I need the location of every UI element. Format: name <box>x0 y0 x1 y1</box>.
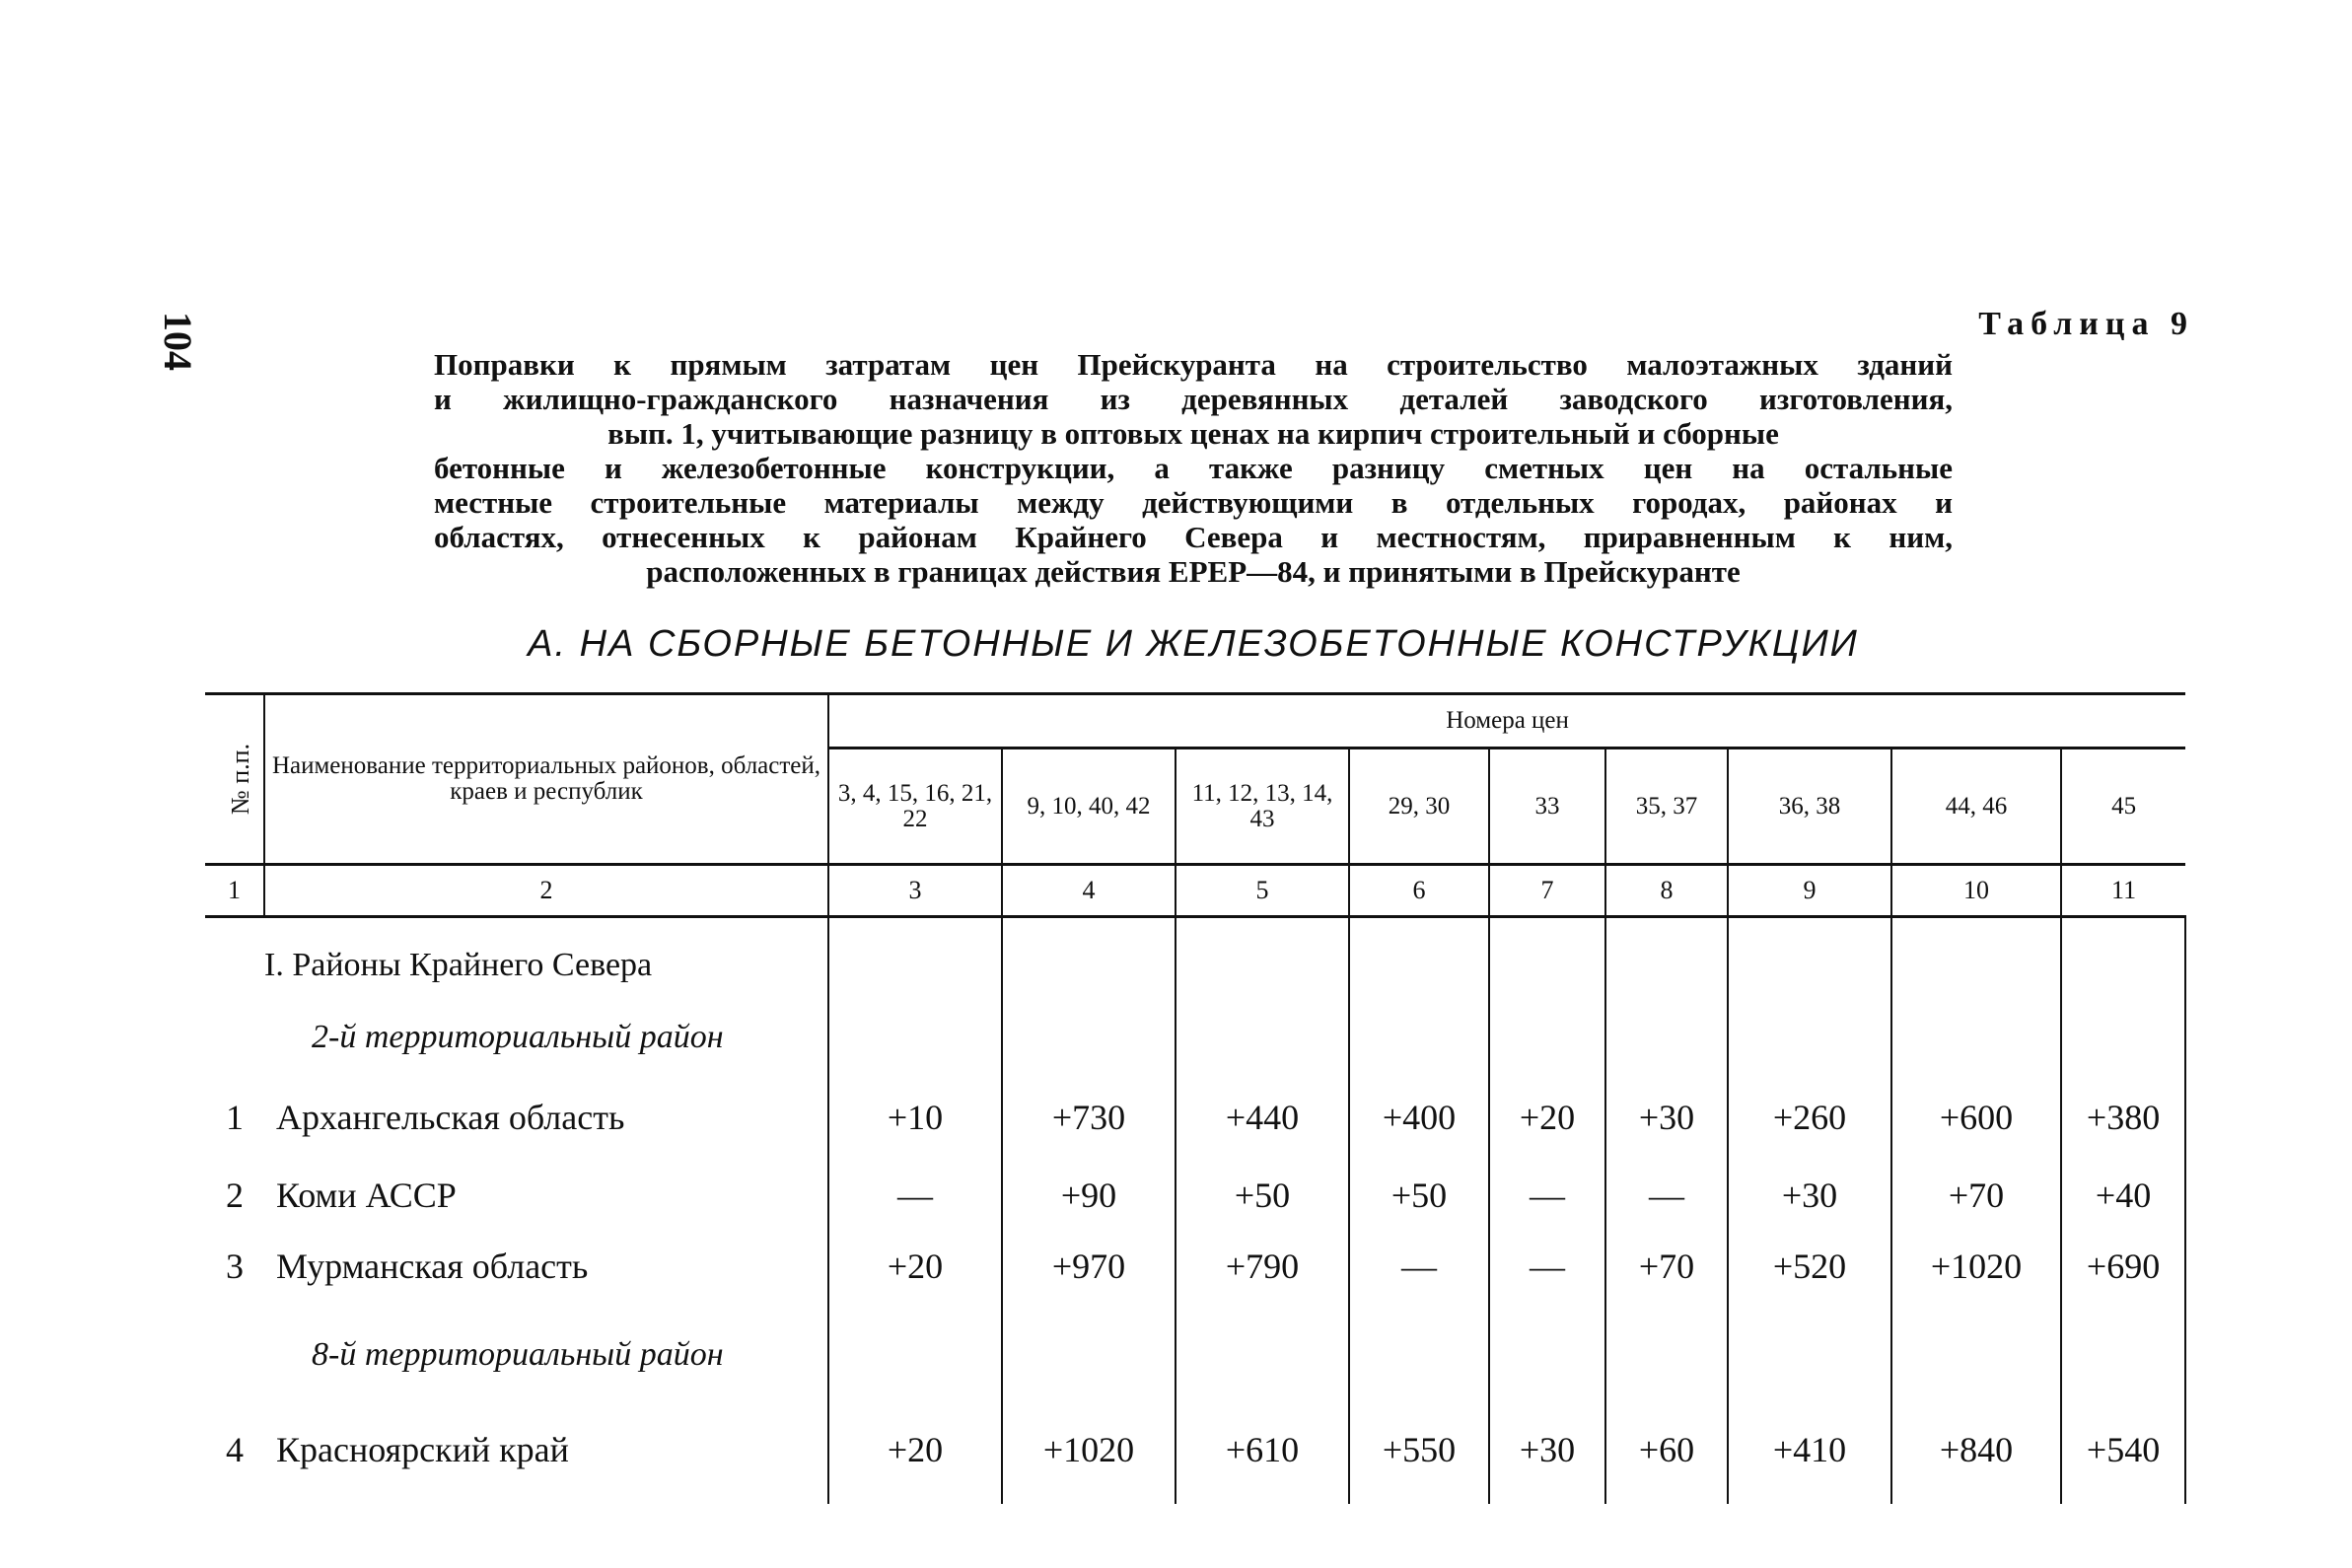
row-value: +20 <box>828 1407 1002 1492</box>
column-number: 4 <box>1002 865 1176 917</box>
price-column-header: 45 <box>2111 792 2137 820</box>
table-row <box>205 1407 2185 1492</box>
row-value: — <box>828 1161 1002 1230</box>
col-name-header: Наименование территориальных районов, областей, краев и республик <box>264 694 828 865</box>
column-number: 7 <box>1489 865 1605 917</box>
district-title: 8-й территориальный район <box>264 1303 828 1407</box>
column-number: 1 <box>205 865 264 917</box>
row-value: +410 <box>1728 1407 1891 1492</box>
column-number: 3 <box>828 865 1002 917</box>
column-number: 10 <box>1891 865 2061 917</box>
region-title: I. Районы Крайнего Севера <box>264 930 828 1001</box>
row-value: +70 <box>1891 1161 2061 1230</box>
row-number: 3 <box>226 1247 244 1286</box>
district-title: 2-й территориальный район <box>264 1001 828 1074</box>
row-value: +30 <box>1728 1161 1891 1230</box>
row-value: +440 <box>1176 1074 1349 1161</box>
row-value: +550 <box>1349 1407 1489 1492</box>
caption-line: бетонные и железобетонные конструкции, а также разницу сметных цен на остальные <box>434 451 1953 485</box>
row-value: +1020 <box>1891 1230 2061 1303</box>
row-value: +20 <box>828 1230 1002 1303</box>
row-name: Архангельская область <box>264 1074 828 1161</box>
row-value: +90 <box>1002 1161 1176 1230</box>
table-row <box>205 1161 2185 1230</box>
price-column-header: 44, 46 <box>1891 748 2061 865</box>
table-row <box>205 1230 2185 1303</box>
table-label: Таблица 9 <box>1978 306 2194 342</box>
price-column-header: 33 <box>1489 748 1605 865</box>
table-row <box>205 1074 2185 1161</box>
row-value: +840 <box>1891 1407 2061 1492</box>
row-value: — <box>1489 1161 1605 1230</box>
price-column-header: 9, 10, 40, 42 <box>1002 748 1176 865</box>
caption-line: областях, отнесенных к районам Крайнего Севера и местностям, приравненным к ним, <box>434 520 1953 554</box>
row-value: +610 <box>1176 1407 1349 1492</box>
price-column-header: 29, 30 <box>1349 748 1489 865</box>
row-value: — <box>1605 1161 1728 1230</box>
row-name: Красноярский край <box>264 1407 828 1492</box>
row-value: +380 <box>2061 1074 2185 1161</box>
col-no-header: № п.п. <box>205 694 264 865</box>
row-value: +1020 <box>1002 1407 1176 1492</box>
caption-line: и жилищно-гражданского назначения из деревянных деталей заводского изготовления, <box>434 382 1953 416</box>
row-value: +40 <box>2061 1161 2185 1230</box>
row-value: — <box>1489 1230 1605 1303</box>
row-value: — <box>1349 1230 1489 1303</box>
page-number: 104 <box>156 312 200 371</box>
row-value: +400 <box>1349 1074 1489 1161</box>
caption-line: местные строительные материалы между действующими в отдельных городах, районах и <box>434 485 1953 520</box>
row-value: +20 <box>1489 1074 1605 1161</box>
table-caption <box>434 347 1953 589</box>
row-value: +30 <box>1605 1074 1728 1161</box>
column-number: 2 <box>264 865 828 917</box>
row-value: +70 <box>1605 1230 1728 1303</box>
row-value: +50 <box>1349 1161 1489 1230</box>
price-group-header: Номера цен <box>828 694 2185 748</box>
column-number: 11 <box>2061 865 2185 917</box>
row-value: +600 <box>1891 1074 2061 1161</box>
row-value: +50 <box>1176 1161 1349 1230</box>
row-name: Коми АССР <box>264 1161 828 1230</box>
price-table <box>205 692 2186 1504</box>
row-value: +540 <box>2061 1407 2185 1492</box>
caption-line: расположенных в границах действия ЕРЕР—84, и принятыми в Прейскуранте <box>646 554 1741 589</box>
row-name: Мурманская область <box>264 1230 828 1303</box>
row-value: +790 <box>1176 1230 1349 1303</box>
row-value: +260 <box>1728 1074 1891 1161</box>
column-number: 6 <box>1349 865 1489 917</box>
row-value: +690 <box>2061 1230 2185 1303</box>
price-column-header: 36, 38 <box>1728 748 1891 865</box>
row-value: +970 <box>1002 1230 1176 1303</box>
price-column-header: 35, 37 <box>1605 748 1728 865</box>
row-number: 1 <box>226 1098 244 1137</box>
price-column-header: 3, 4, 15, 16, 21, 22 <box>828 748 1002 865</box>
column-number: 9 <box>1728 865 1891 917</box>
column-number: 5 <box>1176 865 1349 917</box>
row-value: +10 <box>828 1074 1002 1161</box>
row-value: +730 <box>1002 1074 1176 1161</box>
caption-line: Поправки к прямым затратам цен Прейскуранта на строительство малоэтажных зданий <box>434 347 1953 382</box>
column-number: 8 <box>1605 865 1728 917</box>
caption-line: вып. 1, учитывающие разницу в оптовых ценах на кирпич строительный и сборные <box>607 416 1779 451</box>
row-value: +30 <box>1489 1407 1605 1492</box>
row-number: 4 <box>226 1430 244 1469</box>
row-value: +60 <box>1605 1407 1728 1492</box>
section-heading: А. НА СБОРНЫЕ БЕТОННЫЕ И ЖЕЛЕЗОБЕТОННЫЕ КОНСТРУКЦИИ <box>528 623 1859 665</box>
price-column-header: 11, 12, 13, 14, 43 <box>1176 748 1349 865</box>
row-value: +520 <box>1728 1230 1891 1303</box>
row-number: 2 <box>226 1176 244 1215</box>
